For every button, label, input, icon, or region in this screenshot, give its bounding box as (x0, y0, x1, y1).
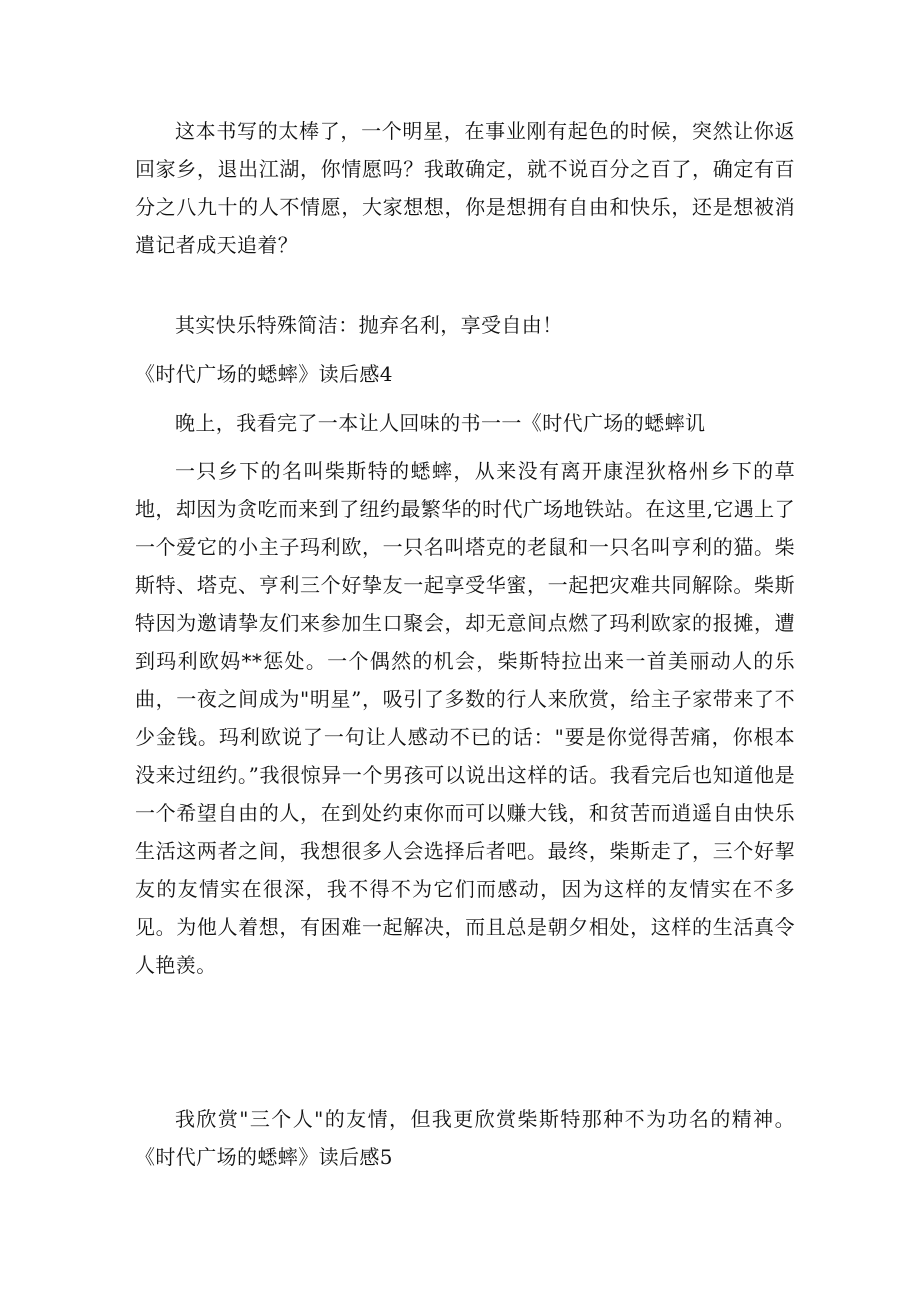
paragraph-summary: 其实快乐特殊简洁：抛弃名利，享受自由！ (175, 313, 563, 337)
section-heading-4: 《时代广场的蟋蟀》读后感4 (135, 362, 393, 386)
paragraph-opening: 这本书写的太棒了，一个明星，在事业刚有起色的时候，突然让你返回家乡，退出江湖，你情愿吗？我敢确定，就不说百分之百了，确定有百分之八九十的人不情愿，大家想想，你是想拥有自由和快乐，还是想被消遣记者成天追着？ (135, 119, 795, 257)
paragraph-story: 一只乡下的名叫柴斯特的蟋蟀，从来没有离开康涅狄格州乡下的草地，却因为贪吃而来到了纽约最繁华的时代广场地铁站。在这里,它遇上了一个爱它的小主子玛利欧，一只名叫塔克的老鼠和一只名叫亨利的猫。柴斯特、塔克、亨利三个好挚友一起享受华蜜，一起把灾难共同解除。柴斯特因为邀请挚友们来参加生口聚会，却无意间点燃了玛利欧家的报摊，遭到玛利欧妈**惩处。一个偶然的机会，柴斯特拉出来一首美丽动人的乐曲，一夜之间成为"明星”，吸引了多数的行人来欣赏，给主子家带来了不少金钱。玛利欧说了一句让人感动不已的话："要是你觉得苦痛，你根本没来过纽约。”我很惊异一个男孩可以说出这样的话。我看完后也知道他是一个希望自由的人，在到处约束你而可以赚大钱，和贫苦而逍遥自由快乐生活这两者之间，我想很多人会选择后者吧。最终，柴斯走了，三个好挈友的友情实在很深，我不得不为它们而感动，因为这样的友情实在不多见。为他人着想，有困难一起解决，而且总是朝夕相处，这样的生活真令人艳羡。 (135, 459, 795, 977)
paragraph-closing: 我欣赏"三个人"的友情，但我更欣赏柴斯特那种不为功名的精神。《时代广场的蟋蟀》读后感5 (135, 1107, 795, 1169)
paragraph-intro: 晚上，我看完了一本让人回味的书一一《时代广场的蟋蟀讥 (175, 411, 706, 435)
